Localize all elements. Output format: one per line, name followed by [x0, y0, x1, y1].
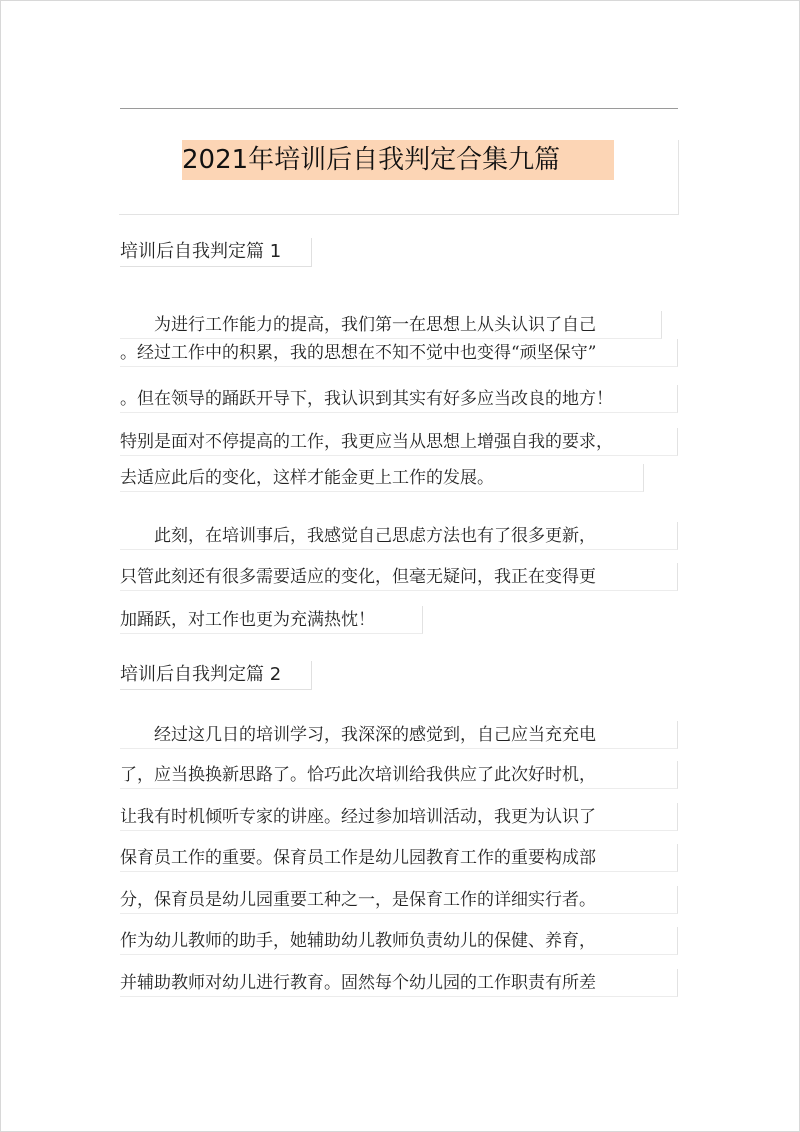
section-heading-1: 培训后自我判定篇 1 — [120, 238, 312, 267]
text-line: 。但在领导的踊跃开导下，我认识到其实有好多应当改良的地方！ — [120, 385, 678, 413]
header-rule — [120, 108, 678, 109]
text-line: 特别是面对不停提高的工作，我更应当从思想上增强自我的要求， — [120, 428, 678, 456]
text-line: 为进行工作能力的提高，我们第一在思想上从头认识了自己 — [120, 311, 662, 339]
text-line: 。经过工作中的积累，我的思想在不知不觉中也变得“顽坚保守” — [120, 339, 678, 367]
text-line: 并辅助教师对幼儿进行教育。固然每个幼儿园的工作职责有所差 — [120, 969, 678, 997]
text-line: 加踊跃，对工作也更为充满热忱！ — [120, 606, 423, 634]
text-line: 去适应此后的变化，这样才能金更上工作的发展。 — [120, 464, 644, 492]
text-line: 保育员工作的重要。保育员工作是幼儿园教育工作的重要构成部 — [120, 844, 678, 872]
text-line: 只管此刻还有很多需要适应的变化，但毫无疑问，我正在变得更 — [120, 563, 678, 591]
text-line: 此刻，在培训事后，我感觉自己思虑方法也有了很多更新， — [120, 522, 678, 550]
text-line: 作为幼儿教师的助手，她辅助幼儿教师负责幼儿的保健、养育， — [120, 927, 678, 955]
text-line: 了，应当换换新思路了。恰巧此次培训给我供应了此次好时机， — [120, 761, 678, 789]
section-heading-2: 培训后自我判定篇 2 — [120, 661, 312, 690]
document-title: 2021年培训后自我判定合集九篇 — [182, 140, 614, 180]
text-line: 分，保育员是幼儿园重要工种之一，是保育工作的详细实行者。 — [120, 886, 678, 914]
text-line: 让我有时机倾听专家的讲座。经过参加培训活动，我更为认识了 — [120, 803, 678, 831]
text-line: 经过这几日的培训学习，我深深的感觉到，自己应当充充电 — [120, 721, 678, 749]
